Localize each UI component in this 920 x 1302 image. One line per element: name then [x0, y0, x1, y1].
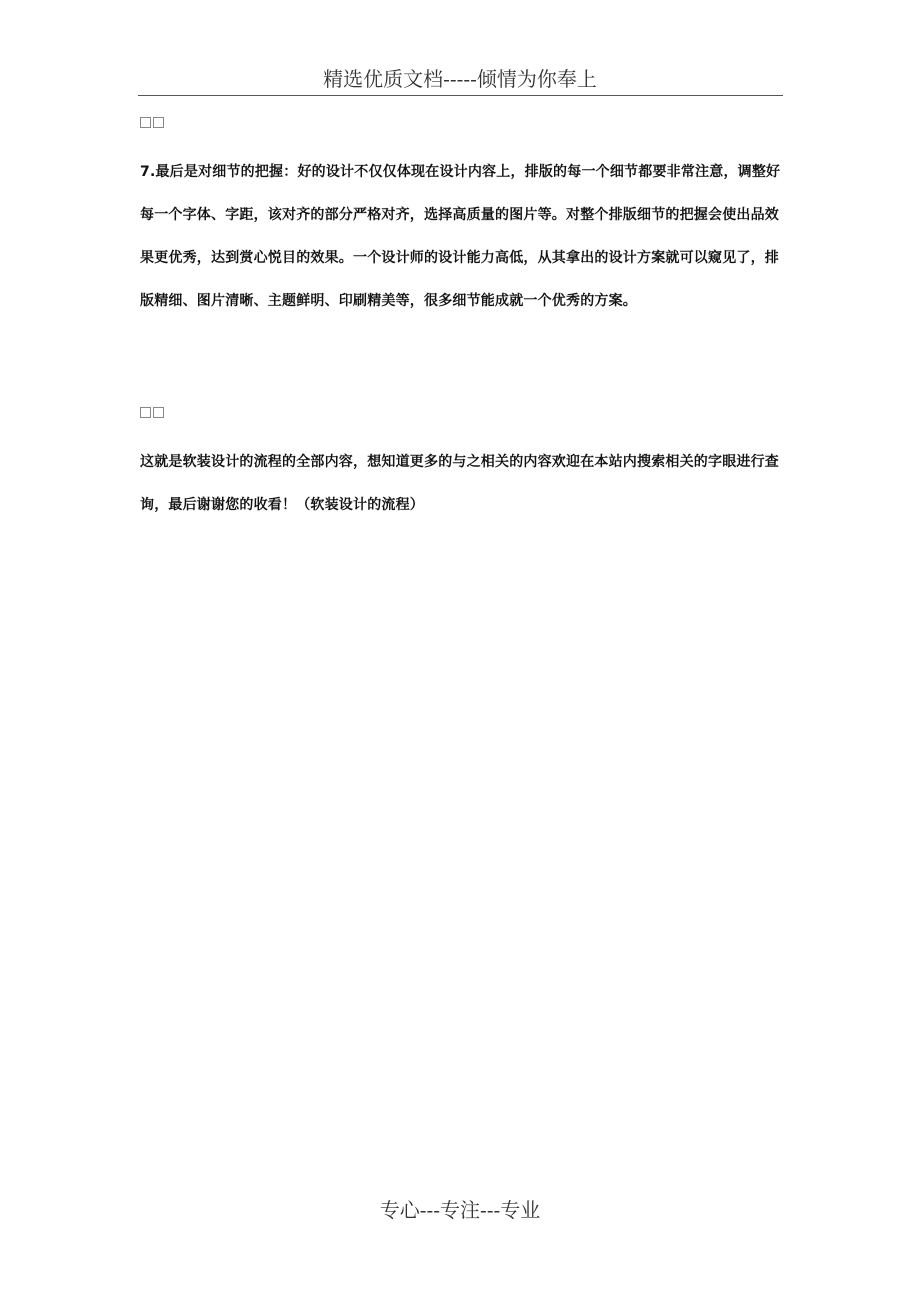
page-footer: 专心---专注---专业 [379, 1198, 541, 1222]
body-paragraph-1: 7.最后是对细节的把握：好的设计不仅仅体现在设计内容上，排版的每一个细节都要非常注意，调整好每一个字体、字距，该对齐的部分严格对齐，选择高质量的图片等。对整个排版细节的把握会使出品效果更优秀，达到赏心悦目的效果。一个设计师的设计能力高低，从其拿出的设计方案就可以窥见了，排版精细、图片清晰、主题鲜明、印刷精美等，很多细节能成就一个优秀的方案。 [140, 164, 781, 309]
body-paragraph-2: 这就是软装设计的流程的全部内容，想知道更多的与之相关的内容欢迎在本站内搜索相关的字眼进行查询，最后谢谢您的收看！（软装设计的流程） [140, 454, 779, 513]
header-divider [138, 95, 783, 96]
page-header: 精选优质文档-----倾情为你奉上 [323, 67, 597, 91]
paragraph-marker-icon [140, 115, 166, 129]
paragraph-marker-icon [140, 405, 166, 419]
